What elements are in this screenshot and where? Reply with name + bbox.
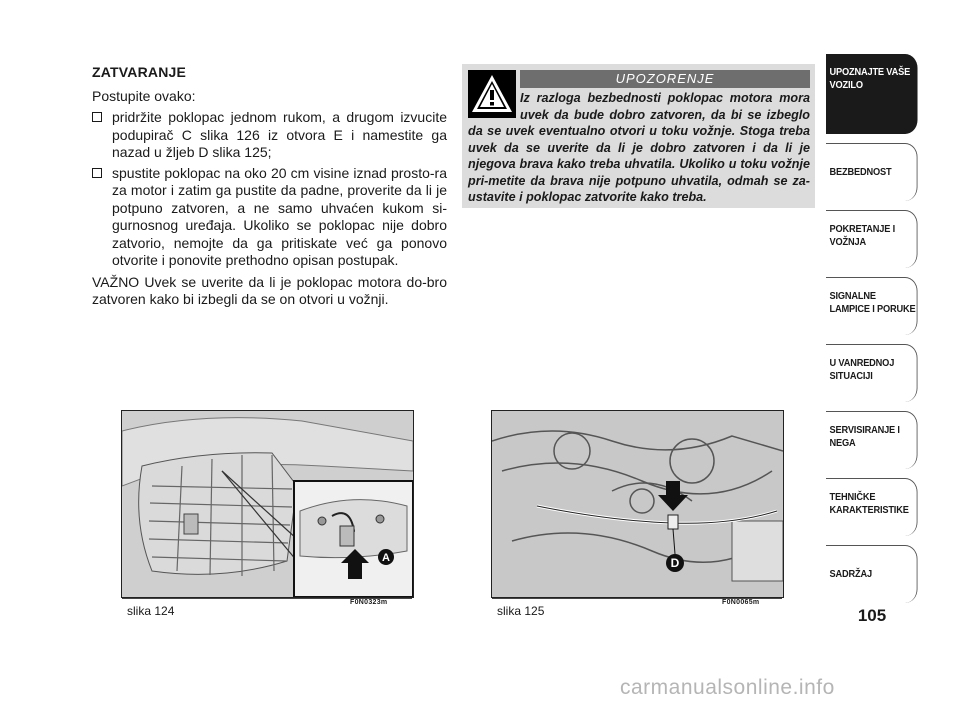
- bullet-list: [92, 109, 447, 270]
- callout-label: A: [382, 552, 390, 564]
- text-column: [92, 64, 447, 309]
- warning-header: UPOZORENJE: [520, 70, 810, 88]
- tab-servisiranje-i-nega[interactable]: SERVISIRANJE I NEGA: [826, 411, 918, 469]
- checkbox-bullet-icon: [92, 168, 102, 178]
- figure-caption: slika 125: [497, 604, 545, 618]
- figure-prop-rod: [491, 410, 784, 598]
- figure-code: F0N0323m: [350, 599, 388, 606]
- tab-pokretanje-i-voznja[interactable]: POKRETANJE I VOŽNJA: [826, 210, 918, 268]
- figure-hood-latch: [121, 410, 414, 598]
- section-title: ZATVARANJE: [92, 64, 187, 80]
- tab-upoznajte-vase-vozilo[interactable]: UPOZNAJTE VAŠE VOZILO: [826, 54, 918, 134]
- caption-rule: [122, 598, 412, 599]
- important-note: VAŽNO Uvek se uverite da li je poklopac motora do-bro zatvoren kako bi izbegli da se on otvori u vožnji.: [92, 273, 447, 307]
- callout-label: D: [670, 556, 680, 570]
- tab-bezbednost[interactable]: BEZBEDNOST: [826, 143, 918, 201]
- warning-box: [462, 64, 815, 208]
- caption-rule: [492, 598, 782, 599]
- tab-tehnicke-karakteristike[interactable]: TEHNIČKE KARAKTERISTIKE: [826, 478, 918, 536]
- figure-caption: slika 124: [127, 604, 175, 618]
- tab-sadrzaj[interactable]: SADRŽAJ: [826, 545, 918, 603]
- warning-text: Iz razloga bezbednosti poklopac motora mora uvek da bude dobro zatvoren, da bi se izbeglo da se uvek eventualno otvori u toku vožnje. Stoga treba uvek da se uverite da li je dobro zatvoren i da li je njegova brava kako treba uhvatila. Ukoliko u toku vožnje pri-metite da brava nije potpuno uhvatila, odmah se za-ustavite i poklopac zatvorite kako treba.: [468, 91, 810, 204]
- bullet-item: pridržite poklopac jednom rukom, a drugom izvucite podupirač C slika 126 iz otvora E i namestite ga nazad u žljeb D slika 125;: [92, 109, 447, 162]
- tab-u-vanrednoj-situaciji[interactable]: U VANREDNOJ SITUACIJI: [826, 344, 918, 402]
- watermark: carmanualsonline.info: [620, 676, 835, 699]
- bullet-item: spustite poklopac na oko 20 cm visine iznad prosto-ra za motor i zatim ga pustite da padne, proverite da li je potpuno zatvoren, a ne samo uhvaćen kukom si-gurnosnog uređaja. Ukoliko se poklopac nije dobro zatvorio, nemojte da ga pritiskate već ga ponovo otvorite i ponovite prethodno opisan postupak.: [92, 165, 447, 270]
- intro-text: Postupite ovako:: [92, 87, 196, 104]
- figure-code: F0N0065m: [722, 599, 760, 606]
- tab-signalne-lampice[interactable]: SIGNALNE LAMPICE I PORUKE: [826, 277, 918, 335]
- chapter-tabs: [826, 54, 918, 612]
- checkbox-bullet-icon: [92, 112, 102, 122]
- page-number: 105: [857, 606, 887, 625]
